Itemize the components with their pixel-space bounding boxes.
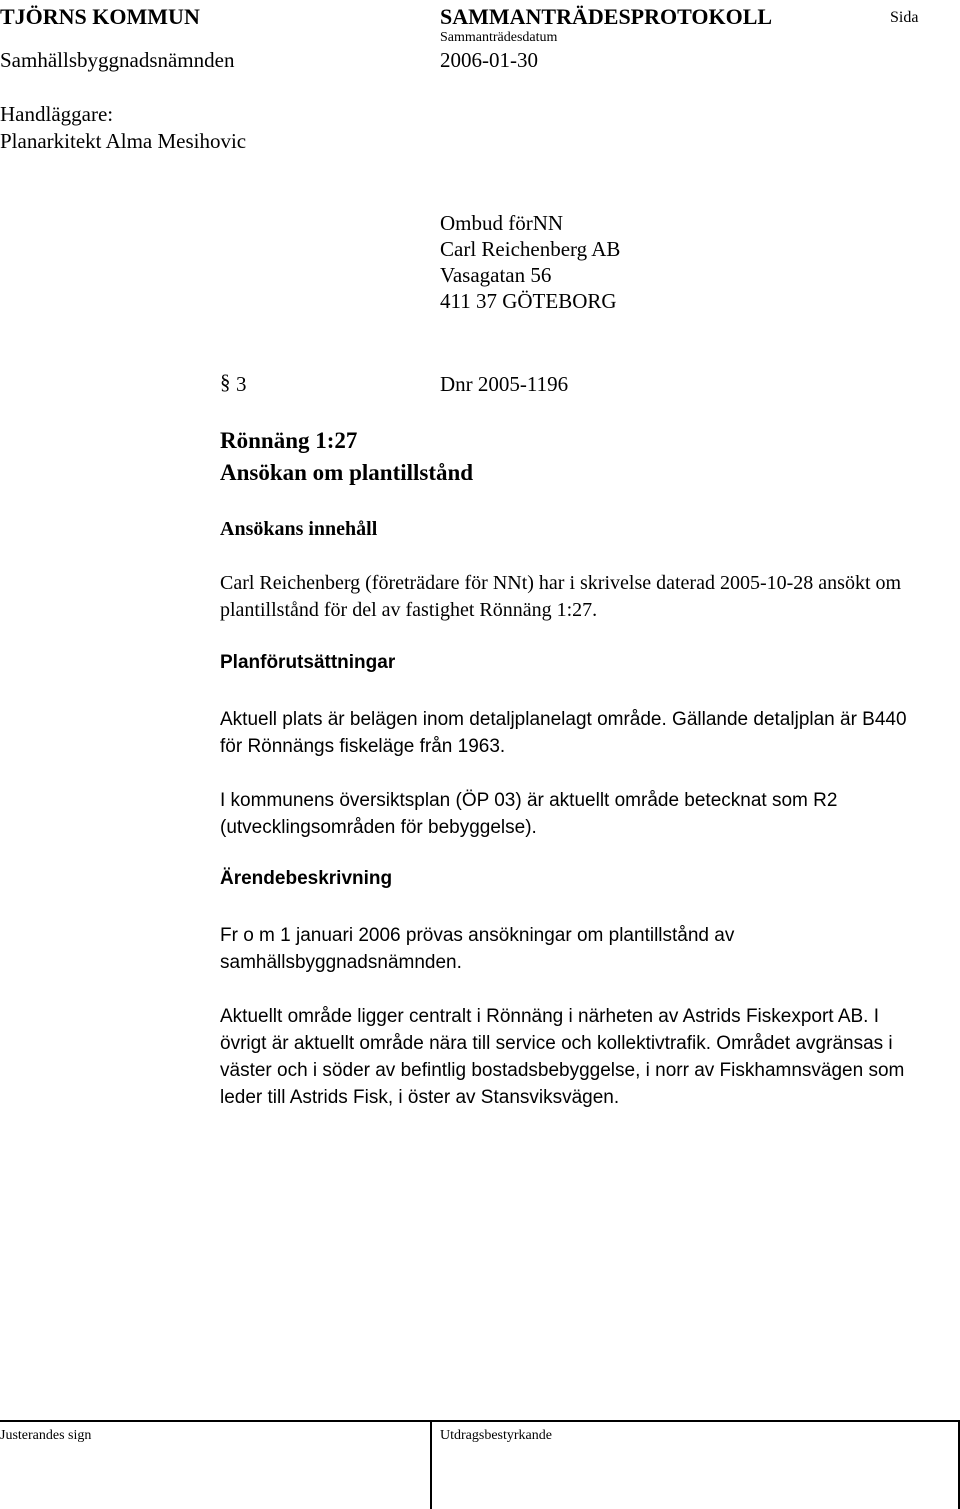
footer-extract-certification: Utdragsbestyrkande [440,1428,552,1443]
committee-name: Samhällsbyggnadsnämnden [0,48,235,72]
date-label: Sammanträdesdatum [440,30,558,45]
recipient-line-3: Vasagatan 56 [440,263,552,287]
section-symbol: § [220,370,231,394]
footer-adjuster-signature: Justerandes sign [0,1428,92,1443]
recipient-address [440,210,620,314]
section-number: 3 [236,372,247,396]
handler-name: Planarkitekt Alma Mesihovic [0,129,247,153]
paragraph-detail-plan: Aktuell plats är belägen inom detaljplanelagt område. Gällande detaljplan är B440 för Rönnängs fiskeläge från 1963. [220,709,907,757]
heading-application-content: Ansökans innehåll [220,518,378,540]
recipient-line-2: Carl Reichenberg AB [440,237,621,261]
footer-divider-left [430,1422,432,1509]
case-title-line-1: Rönnäng 1:27 [220,428,358,453]
handler-label: Handläggare: [0,102,114,126]
page-label: Sida [890,9,919,26]
paragraph-area-description: Aktuellt område ligger centralt i Rönnäng i närheten av Astrids Fiskexport AB. I övrigt är aktuellt område nära till service och kollektivtrafik. Området avgränsas i väster och i söder av befintlig bostadsbebyggelse, i norr av Fiskhamnsvägen som leder till Astrids Fisk, i öster av Stansviksvägen. [220,1006,905,1108]
protocol-title: SAMMANTRÄDESPROTOKOLL [440,4,773,29]
heading-case-description: Ärendebeskrivning [220,868,393,889]
meeting-date: 2006-01-30 [440,48,538,72]
diary-number: Dnr 2005-1196 [440,372,569,396]
recipient-line-1: Ombud förNN [440,211,564,235]
paragraph-case-intro: Fr o m 1 januari 2006 prövas ansökningar om plantillstånd av samhällsbyggnadsnämnden. [220,925,735,973]
paragraph-comprehensive-plan: I kommunens översiktsplan (ÖP 03) är aktuellt område betecknat som R2 (utvecklingsområden för bebyggelse). [220,790,838,838]
heading-planning-conditions: Planförutsättningar [220,652,396,673]
recipient-line-4: 411 37 GÖTEBORG [440,289,617,313]
municipality-name: TJÖRNS KOMMUN [0,4,200,29]
footer-rule [0,1420,960,1422]
paragraph-application: Carl Reichenberg (företrädare för NNt) har i skrivelse daterad 2005-10-28 ansökt om plantillstånd för del av fastighet Rönnäng 1:27. [220,572,902,621]
case-title-line-2: Ansökan om plantillstånd [220,460,474,485]
